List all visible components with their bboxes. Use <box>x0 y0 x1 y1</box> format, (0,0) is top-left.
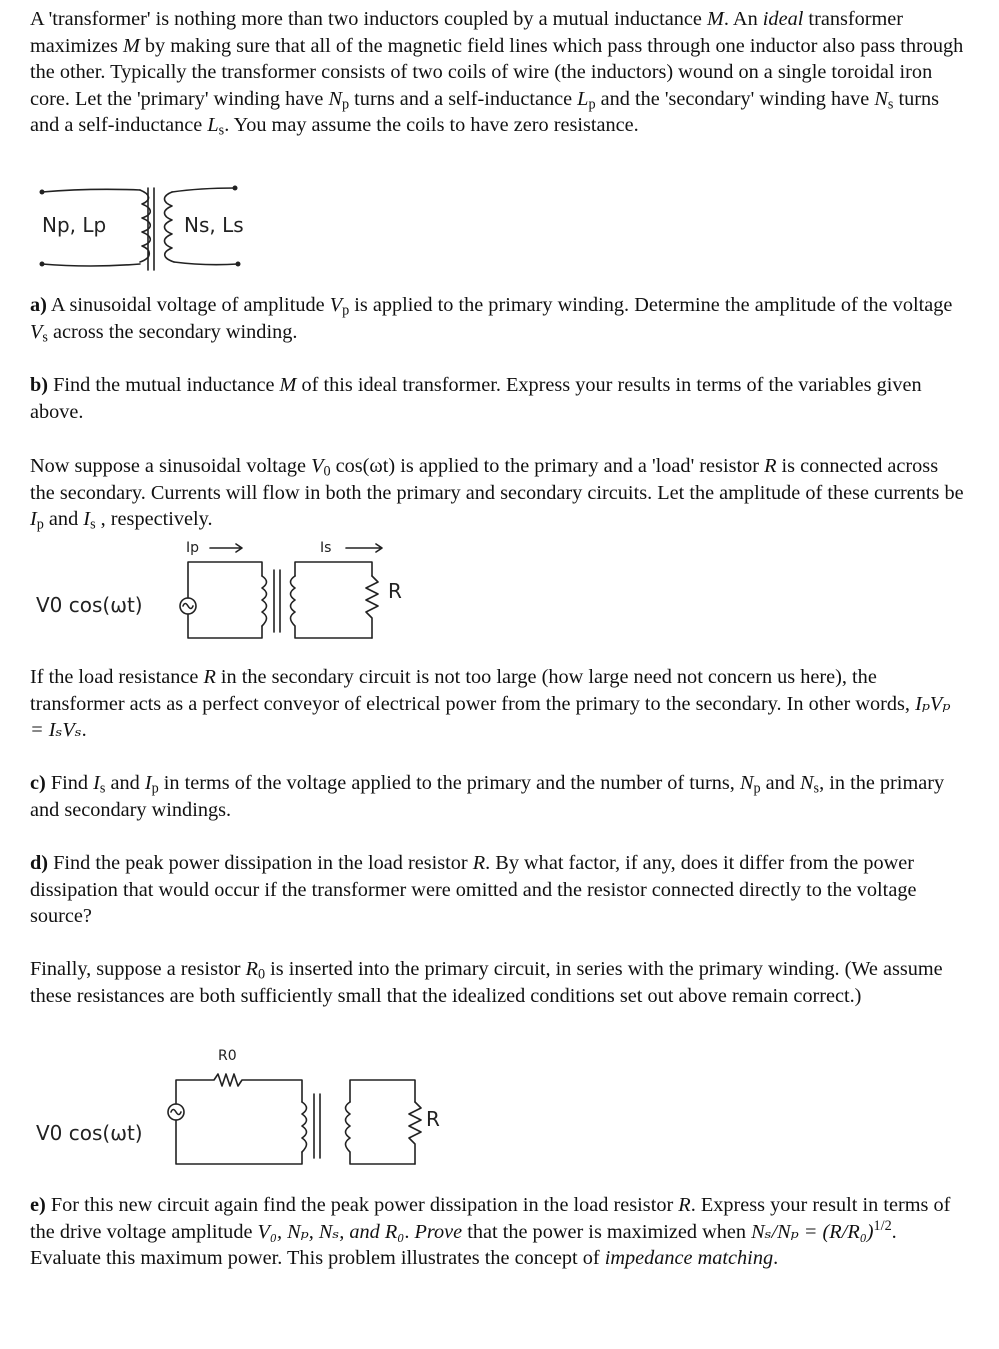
load-resistor-label: R <box>426 1107 440 1131</box>
secondary-coil-label: Ns, Ls <box>184 213 244 237</box>
source-label: V0 cos(ωt) <box>36 593 143 617</box>
load-resistor-label: R <box>388 579 402 603</box>
primary-coil-label: Np, Lp <box>42 213 107 237</box>
part-e: e) For this new circuit again find the peak power dissipation in the load resistor R. Express your result in terms of the drive voltage amplitude V₀, Nₚ, Nₛ, and R₀. Prove that the power is maximized when $N_s/N_p = (R/R_0)^{1/2}$. Evaluate this maximum power. This problem illustrates the concept of impedance matching. <box>30 1194 951 1270</box>
matched-circuit-diagram <box>30 1040 470 1170</box>
part-c: c) Find $I_s$ and $I_p$ in terms of the voltage applied to the primary and the number of turns, $N_p$ and $N_s$, in the primary and secondary windings. <box>30 772 945 821</box>
load-paragraph: Now suppose a sinusoidal voltage $V_0$ cos(ωt) is applied to the primary and a 'load' resistor R is connected across the secondary. Currents will flow in both the primary and secondary circuits. Let the amplitude of these currents be $I_p$ and $I_s$ , respectively. <box>30 455 964 533</box>
part-b: b) Find the mutual inductance M of this ideal transformer. Express your results in terms of the variables given above. <box>30 374 922 423</box>
final-paragraph: Finally, suppose a resistor $R_0$ is inserted into the primary circuit, in series with the primary winding. (We assume these resistances are both sufficiently small that the idealized conditions set out above remain correct.) <box>30 958 943 1007</box>
part-a: a) A sinusoidal voltage of amplitude $V_p$ is applied to the primary winding. Determine the amplitude of the voltage $V_s$ across the secondary winding. <box>30 294 953 346</box>
current-ip-label: Ip <box>186 540 200 556</box>
transformer-diagram <box>30 180 270 280</box>
load-circuit-diagram <box>30 536 470 646</box>
part-d: d) Find the peak power dissipation in the load resistor R. By what factor, if any, does it differ from the power dissipation that would occur if the transformer were omitted and the resistor connected directly to the voltage source? <box>30 852 917 928</box>
power-paragraph: If the load resistance R in the secondary circuit is not too large (how large need not concern us here), the transformer acts as a perfect conveyor of electrical power from the primary to the secondary. In other words, IₚVₚ = IₛVₛ. <box>30 666 951 742</box>
intro-paragraph: A 'transformer' is nothing more than two inductors coupled by a mutual inductance M. An ideal transformer maximizes M by making sure that all of the magnetic field lines which pass through one inductor also pass through the other. Typically the transformer consists of two coils of wire (the inductors) wound on a single toroidal iron core. Let the 'primary' winding have $N_p$ turns and a self-inductance $L_p$ and the 'secondary' winding have $N_s$ turns and a self-inductance $L_s$. You may assume the coils to have zero resistance. <box>30 8 964 139</box>
r0-label: R0 <box>218 1048 237 1064</box>
source-label: V0 cos(ωt) <box>36 1121 143 1145</box>
current-is-label: Is <box>320 540 332 556</box>
